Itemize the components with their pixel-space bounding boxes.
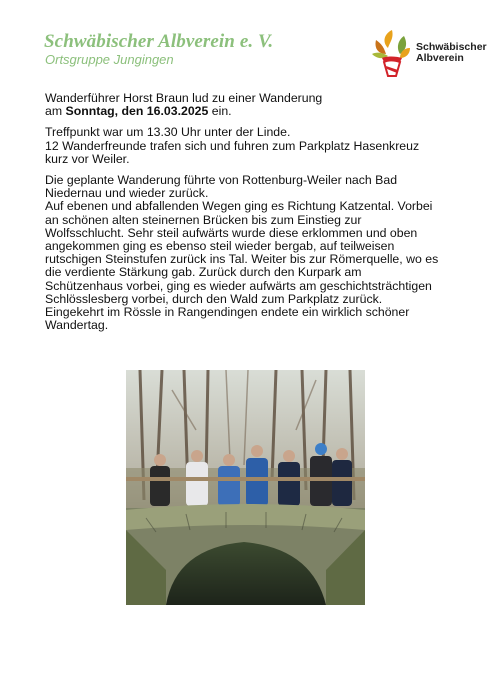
route-line-3: Auf ebenen und abfallenden Wegen ging es Richtung Katzental. Vorbei bbox=[45, 199, 433, 214]
route-line-2: Niedernau und wieder zurück. bbox=[45, 186, 209, 201]
logo-line-1: Schwäbischer bbox=[416, 41, 487, 53]
group-on-bridge-image bbox=[126, 370, 365, 605]
route-line-9: Schützenhaus vorbei, ging es wieder aufwärts am geschichtsträchtigen bbox=[45, 278, 432, 293]
meeting-line-3: kurz vor Weiler. bbox=[45, 151, 130, 166]
route-line-7: rutschigen Steinstufen zurück ins Tal. Weiter bis zur Römerquelle, wo es bbox=[45, 252, 439, 267]
route-line-11: Eingekehrt im Rössle in Rangendingen endete ein wirklich schöner bbox=[45, 305, 410, 320]
intro-date: Sonntag, den 16.03.2025 bbox=[65, 104, 209, 119]
intro-am: am bbox=[45, 104, 66, 119]
report-body bbox=[45, 92, 485, 340]
route-line-4: an schönen alten steinernen Brücken bis zum Einstieg zur bbox=[45, 212, 362, 227]
paragraph-intro bbox=[45, 92, 485, 118]
meeting-line-1: Treffpunkt war um 13.30 Uhr unter der Linde. bbox=[45, 125, 291, 140]
org-subtitle: Ortsgruppe Jungingen bbox=[45, 52, 174, 67]
org-title: Schwäbischer Albverein e. V. bbox=[44, 31, 274, 52]
intro-line-1: Wanderführer Horst Braun lud zu einer Wanderung bbox=[45, 91, 323, 105]
albverein-logo bbox=[370, 28, 490, 78]
leaf-emblem-icon bbox=[370, 28, 416, 78]
route-line-1: Die geplante Wanderung führte von Rottenburg-Weiler nach Bad bbox=[45, 173, 398, 188]
route-line-10: Schlösslesberg vorbei, durch den Wald zum Parkplatz zurück. bbox=[45, 291, 383, 306]
paragraph-meeting bbox=[45, 126, 485, 166]
group-photo bbox=[126, 370, 365, 605]
route-line-6: angekommen ging es ebenso steil wieder bergab, auf teilweisen bbox=[45, 239, 395, 254]
meeting-line-2: 12 Wanderfreunde trafen sich und fuhren zum Parkplatz Hasenkreuz bbox=[45, 138, 420, 153]
route-line-8: die verdiente Stärkung gab. Zurück durch den Kurpark am bbox=[45, 265, 362, 280]
intro-end: ein. bbox=[208, 104, 232, 119]
paragraph-route bbox=[45, 174, 485, 332]
logo-wordmark bbox=[416, 42, 487, 64]
route-line-12: Wandertag. bbox=[45, 318, 109, 333]
route-line-5: Wolfsschlucht. Sehr steil aufwärts wurde diese erklommen und oben bbox=[45, 225, 418, 240]
logo-line-2: Albverein bbox=[416, 52, 464, 64]
